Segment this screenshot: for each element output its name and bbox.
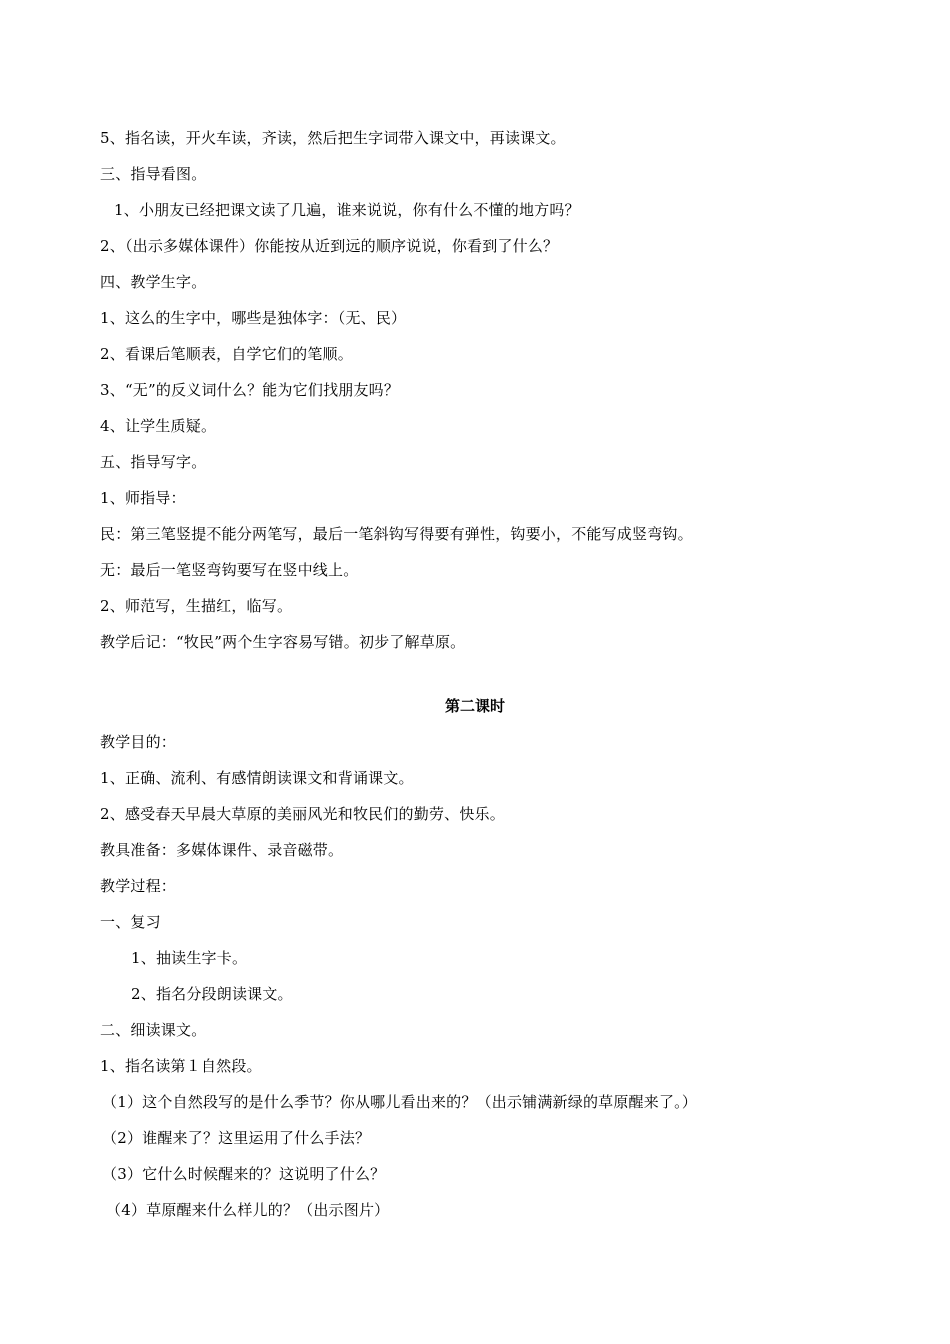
text-line: 1、正确、流利、有感情朗读课文和背诵课文。 (100, 769, 414, 787)
text-line: （4）草原醒来什么样儿的？（出示图片） (106, 1201, 390, 1219)
text-line: 2、看课后笔顺表，自学它们的笔顺。 (100, 345, 353, 363)
text-line: 2、指名分段朗读课文。 (131, 985, 293, 1003)
text-line: （3）它什么时候醒来的？这说明了什么？ (102, 1165, 386, 1183)
text-line: 2、（出示多媒体课件）你能按从近到远的顺序说说，你看到了什么？ (100, 237, 559, 255)
text-line: 民：第三笔竖提不能分两笔写，最后一笔斜钩写得要有弹性，钩要小，不能写成竖弯钩。 (100, 525, 693, 543)
text-line: 教具准备：多媒体课件、录音磁带。 (100, 841, 344, 859)
text-line: 1、小朋友已经把课文读了几遍，谁来说说，你有什么不懂的地方吗？ (114, 201, 580, 219)
text-line: （2）谁醒来了？这里运用了什么手法？ (102, 1129, 371, 1147)
section-heading: 第二课时 (444, 697, 505, 715)
text-line: 教学后记：“牧民”两个生字容易写错。初步了解草原。 (100, 633, 466, 651)
text-line: 五、指导写字。 (100, 453, 207, 471)
text-line: 教学目的： (100, 733, 177, 751)
text-line: 4、让学生质疑。 (100, 417, 217, 435)
text-line: （1）这个自然段写的是什么季节？你从哪儿看出来的？（出示铺满新绿的草原醒来了。） (102, 1093, 698, 1111)
text-line: 1、师指导： (100, 489, 186, 507)
text-line: 一、复习 (100, 913, 161, 931)
text-line: 三、指导看图。 (100, 165, 207, 183)
text-line: 教学过程： (100, 877, 177, 895)
text-line: 无：最后一笔竖弯钩要写在竖中线上。 (100, 561, 359, 579)
text-line: 2、师范写，生描红，临写。 (100, 597, 293, 615)
text-line: 1、这么的生字中，哪些是独体字：（无、民） (100, 309, 407, 327)
text-line: 二、细读课文。 (100, 1021, 207, 1039)
text-line: 5、指名读，开火车读，齐读，然后把生字词带入课文中，再读课文。 (100, 129, 566, 147)
text-line: 1、指名读第１自然段。 (100, 1057, 262, 1075)
text-line: 1、抽读生字卡。 (131, 949, 248, 967)
text-line: 2、感受春天早晨大草原的美丽风光和牧民们的勤劳、快乐。 (100, 805, 505, 823)
text-line: 四、教学生字。 (100, 273, 207, 291)
text-line: 3、“无”的反义词什么？能为它们找朋友吗？ (100, 381, 400, 399)
